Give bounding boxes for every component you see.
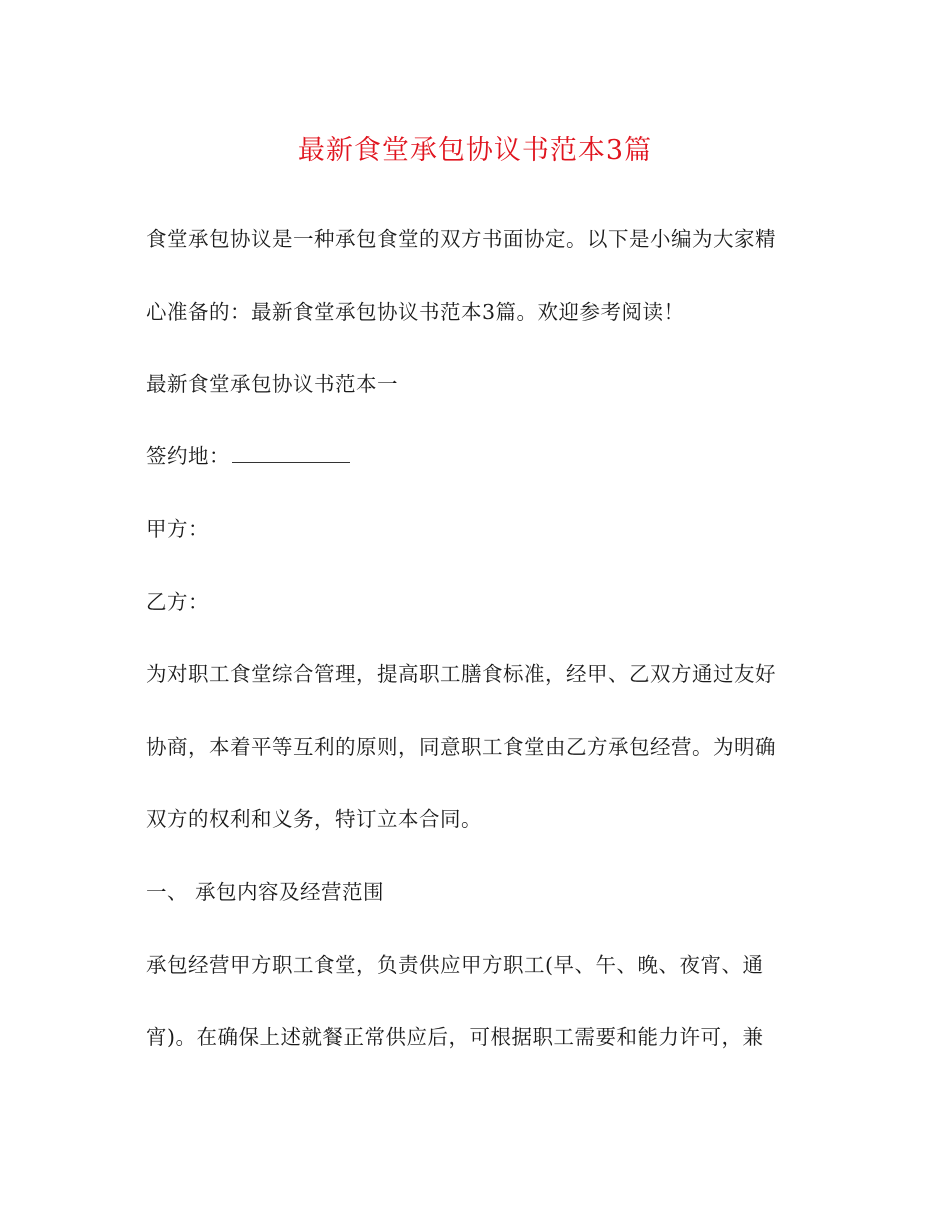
- intro-line-1: 食堂承包协议是一种承包食堂的双方书面协定。以下是小编为大家精: [146, 227, 776, 251]
- intro-line-2: 心准备的：最新食堂承包协议书范本3篇。欢迎参考阅读！: [146, 300, 685, 324]
- party-a-label: 甲方：: [146, 517, 209, 541]
- party-b-label: 乙方：: [146, 590, 209, 614]
- signing-place-row: [146, 439, 350, 469]
- signing-place-label: 签约地：: [146, 444, 230, 468]
- signing-place-blank: [232, 444, 350, 463]
- body-line-2: 协商，本着平等互利的原则，同意职工食堂由乙方承包经营。为明确: [146, 735, 776, 759]
- clause-line-2: 宵)。在确保上述就餐正常供应后，可根据职工需要和能力许可，兼: [146, 1025, 764, 1049]
- body-line-3: 双方的权利和义务，特订立本合同。: [146, 807, 482, 831]
- section-heading-1: 最新食堂承包协议书范本一: [146, 372, 398, 396]
- clause-heading-1: 一、 承包内容及经营范围: [146, 880, 385, 904]
- body-line-1: 为对职工食堂综合管理，提高职工膳食标准，经甲、乙双方通过友好: [146, 662, 776, 686]
- document-title: 最新食堂承包协议书范本3篇: [297, 135, 653, 166]
- clause-line-1: 承包经营甲方职工食堂，负责供应甲方职工(早、午、晚、夜宵、通: [146, 953, 764, 977]
